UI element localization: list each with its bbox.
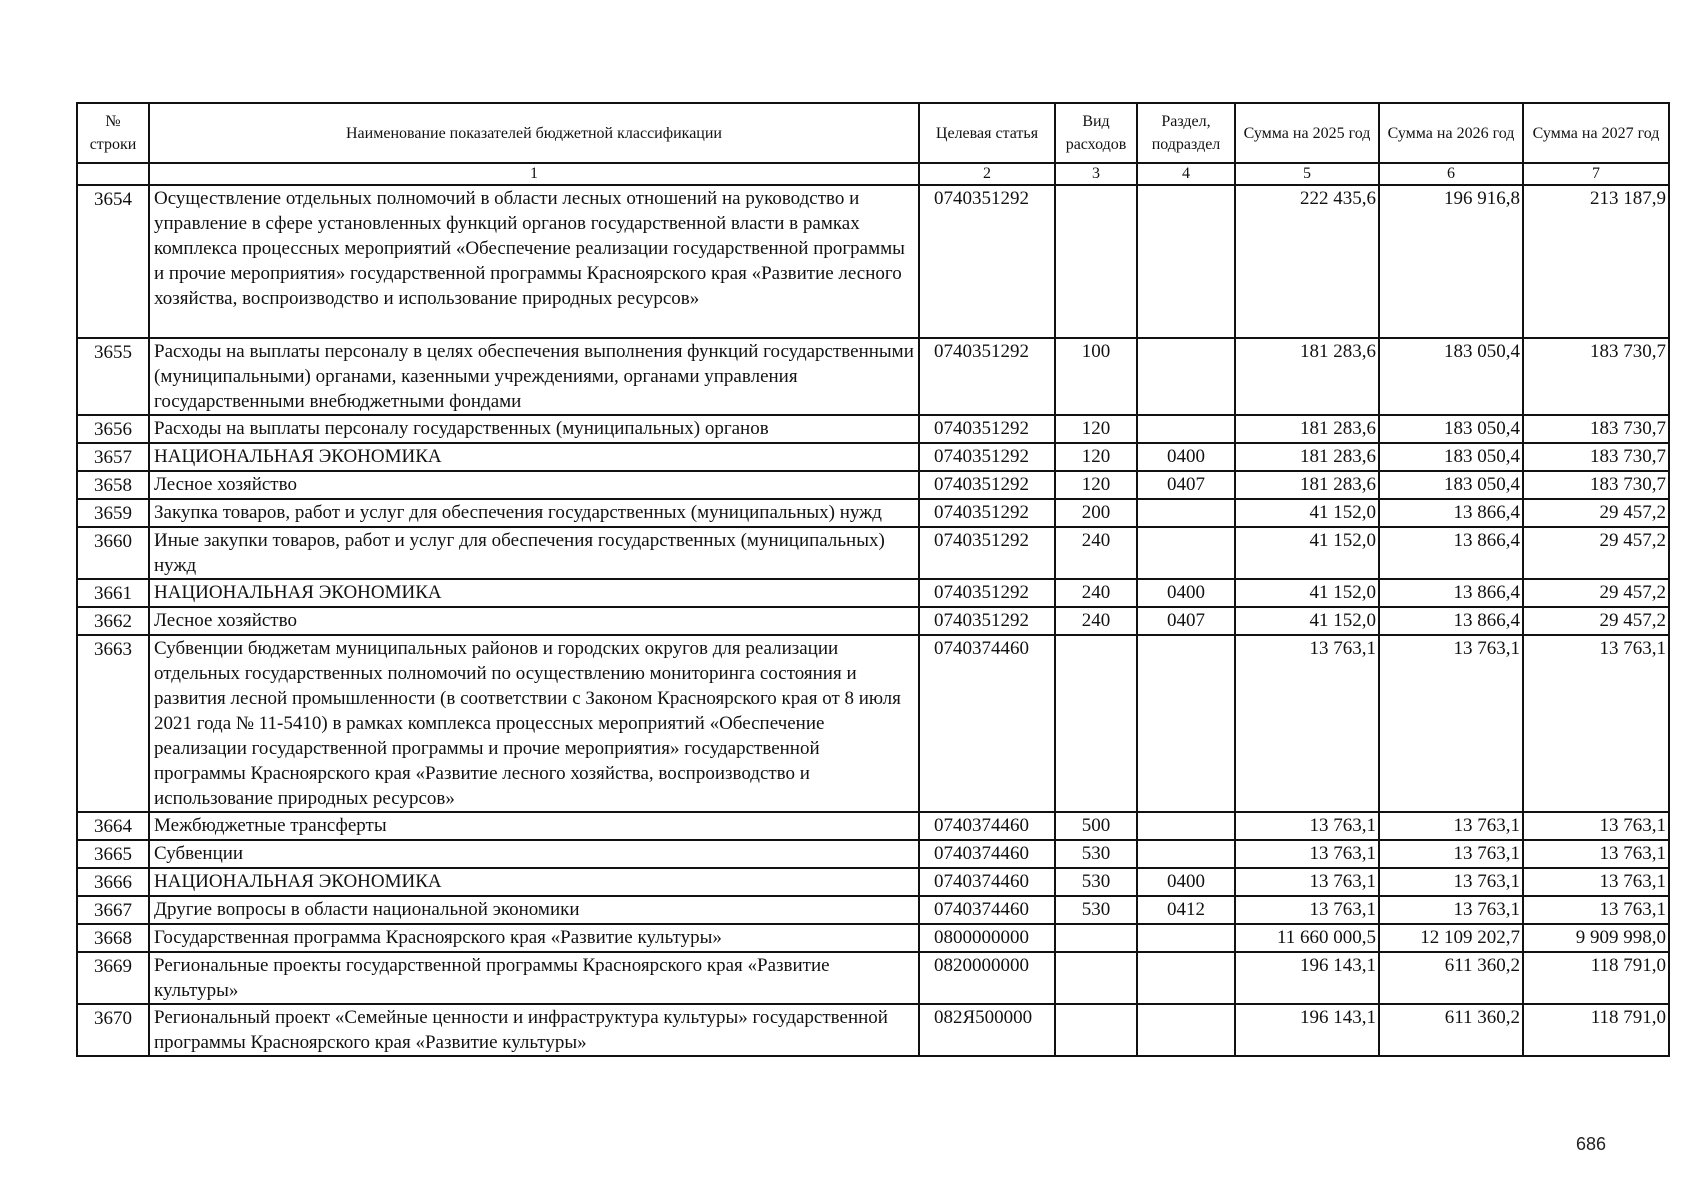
header-colnum-6: 6	[1379, 163, 1523, 185]
header-colnum-4: 4	[1137, 163, 1235, 185]
table-row	[77, 607, 1669, 635]
sum-2026: 196 916,8	[1379, 185, 1523, 338]
expense-kind: 530	[1055, 868, 1137, 896]
sum-2026: 12 109 202,7	[1379, 924, 1523, 952]
table-row	[77, 338, 1669, 415]
sum-2027: 183 730,7	[1523, 415, 1669, 443]
indicator-name: Лесное хозяйство	[149, 607, 919, 635]
table-row	[77, 896, 1669, 924]
sum-2027: 118 791,0	[1523, 1004, 1669, 1056]
target-article: 0740351292	[919, 607, 1055, 635]
section-code: 0400	[1137, 443, 1235, 471]
sum-2026: 13 866,4	[1379, 527, 1523, 579]
expense-kind	[1055, 1004, 1137, 1056]
sum-2027: 13 763,1	[1523, 635, 1669, 812]
row-number: 3665	[77, 840, 149, 868]
indicator-name: НАЦИОНАЛЬНАЯ ЭКОНОМИКА	[149, 868, 919, 896]
header-colnum-1: 1	[149, 163, 919, 185]
indicator-name: Иные закупки товаров, работ и услуг для обеспечения государственных (муниципальных) нужд	[149, 527, 919, 579]
sum-2025: 181 283,6	[1235, 338, 1379, 415]
row-number: 3655	[77, 338, 149, 415]
table-row	[77, 471, 1669, 499]
table-row	[77, 443, 1669, 471]
target-article: 0740351292	[919, 185, 1055, 338]
section-code	[1137, 840, 1235, 868]
row-number: 3668	[77, 924, 149, 952]
target-article: 0740374460	[919, 812, 1055, 840]
header-sum-2025: Сумма на 2025 год	[1235, 103, 1379, 163]
sum-2026: 13 763,1	[1379, 635, 1523, 812]
sum-2027: 29 457,2	[1523, 579, 1669, 607]
table-row	[77, 840, 1669, 868]
expense-kind	[1055, 924, 1137, 952]
sum-2025: 13 763,1	[1235, 812, 1379, 840]
row-number: 3669	[77, 952, 149, 1004]
indicator-name: Субвенции бюджетам муниципальных районов и городских округов для реализации отдельных государственных полномочий по осуществлению мониторинга состояния и развития лесной промышленности (в соответствии с Законом Красноярского края от 8 июля 2021 года № 11-5410) в рамках комплекса процессных мероприятий «Обеспечение реализации государственной программы и прочие мероприятия» государственной программы Красноярского края «Развитие лесного хозяйства, воспроизводство и использование природных ресурсов»	[149, 635, 919, 812]
target-article: 0740351292	[919, 527, 1055, 579]
row-number: 3658	[77, 471, 149, 499]
sum-2026: 183 050,4	[1379, 443, 1523, 471]
row-number: 3654	[77, 185, 149, 338]
sum-2026: 13 866,4	[1379, 607, 1523, 635]
expense-kind: 200	[1055, 499, 1137, 527]
expense-kind: 120	[1055, 443, 1137, 471]
table-row	[77, 952, 1669, 1004]
sum-2027: 118 791,0	[1523, 952, 1669, 1004]
expense-kind: 500	[1055, 812, 1137, 840]
sum-2026: 13 763,1	[1379, 840, 1523, 868]
row-number: 3660	[77, 527, 149, 579]
header-colnum-7: 7	[1523, 163, 1669, 185]
section-code: 0407	[1137, 607, 1235, 635]
row-number: 3657	[77, 443, 149, 471]
sum-2026: 13 763,1	[1379, 812, 1523, 840]
sum-2027: 213 187,9	[1523, 185, 1669, 338]
table-row	[77, 579, 1669, 607]
sum-2026: 183 050,4	[1379, 338, 1523, 415]
section-code: 0412	[1137, 896, 1235, 924]
target-article: 0740374460	[919, 896, 1055, 924]
target-article: 082Я500000	[919, 1004, 1055, 1056]
indicator-name: Региональный проект «Семейные ценности и инфраструктура культуры» государственной программы Красноярского края «Развитие культуры»	[149, 1004, 919, 1056]
budget-table	[76, 102, 1670, 1057]
target-article: 0740351292	[919, 415, 1055, 443]
sum-2025: 41 152,0	[1235, 579, 1379, 607]
section-code	[1137, 1004, 1235, 1056]
sum-2025: 196 143,1	[1235, 1004, 1379, 1056]
sum-2026: 183 050,4	[1379, 415, 1523, 443]
table-row	[77, 415, 1669, 443]
section-code	[1137, 812, 1235, 840]
sum-2026: 13 866,4	[1379, 499, 1523, 527]
sum-2027: 13 763,1	[1523, 812, 1669, 840]
header-sum-2026: Сумма на 2026 год	[1379, 103, 1523, 163]
header-sum-2027: Сумма на 2027 год	[1523, 103, 1669, 163]
sum-2025: 13 763,1	[1235, 868, 1379, 896]
header-colnum-5: 5	[1235, 163, 1379, 185]
expense-kind: 530	[1055, 840, 1137, 868]
sum-2026: 13 866,4	[1379, 579, 1523, 607]
target-article: 0740374460	[919, 635, 1055, 812]
row-number: 3667	[77, 896, 149, 924]
sum-2027: 13 763,1	[1523, 896, 1669, 924]
indicator-name: Региональные проекты государственной программы Красноярского края «Развитие культуры»	[149, 952, 919, 1004]
sum-2025: 181 283,6	[1235, 471, 1379, 499]
sum-2025: 13 763,1	[1235, 840, 1379, 868]
target-article: 0740351292	[919, 499, 1055, 527]
sum-2027: 29 457,2	[1523, 499, 1669, 527]
target-article: 0800000000	[919, 924, 1055, 952]
expense-kind	[1055, 185, 1137, 338]
section-code	[1137, 952, 1235, 1004]
header-colnum-blank	[77, 163, 149, 185]
sum-2025: 13 763,1	[1235, 635, 1379, 812]
expense-kind: 100	[1055, 338, 1137, 415]
row-number: 3664	[77, 812, 149, 840]
sum-2026: 183 050,4	[1379, 471, 1523, 499]
section-code: 0400	[1137, 868, 1235, 896]
sum-2025: 41 152,0	[1235, 499, 1379, 527]
header-colnum-2: 2	[919, 163, 1055, 185]
expense-kind: 120	[1055, 415, 1137, 443]
expense-kind: 240	[1055, 607, 1137, 635]
target-article: 0740351292	[919, 443, 1055, 471]
indicator-name: Расходы на выплаты персоналу в целях обеспечения выполнения функций государственными (муниципальными) органами, казенными учреждениями, органами управления государственными внебюджетными фондами	[149, 338, 919, 415]
section-code	[1137, 338, 1235, 415]
section-code	[1137, 185, 1235, 338]
sum-2027: 183 730,7	[1523, 338, 1669, 415]
page-number: 686	[1576, 1134, 1607, 1154]
sum-2025: 181 283,6	[1235, 415, 1379, 443]
sum-2026: 13 763,1	[1379, 896, 1523, 924]
target-article: 0740351292	[919, 338, 1055, 415]
row-number: 3666	[77, 868, 149, 896]
indicator-name: Закупка товаров, работ и услуг для обеспечения государственных (муниципальных) нужд	[149, 499, 919, 527]
header-expense-kind: Вид расходов	[1055, 103, 1137, 163]
target-article: 0740351292	[919, 471, 1055, 499]
table-row	[77, 868, 1669, 896]
target-article: 0740351292	[919, 579, 1055, 607]
table-row	[77, 499, 1669, 527]
sum-2025: 222 435,6	[1235, 185, 1379, 338]
sum-2027: 13 763,1	[1523, 840, 1669, 868]
indicator-name: Межбюджетные трансферты	[149, 812, 919, 840]
indicator-name: Расходы на выплаты персоналу государственных (муниципальных) органов	[149, 415, 919, 443]
expense-kind: 240	[1055, 579, 1137, 607]
target-article: 0820000000	[919, 952, 1055, 1004]
section-code	[1137, 499, 1235, 527]
sum-2027: 13 763,1	[1523, 868, 1669, 896]
budget-table-sheet	[76, 102, 1664, 1057]
expense-kind: 530	[1055, 896, 1137, 924]
indicator-name: НАЦИОНАЛЬНАЯ ЭКОНОМИКА	[149, 443, 919, 471]
table-row	[77, 812, 1669, 840]
target-article: 0740374460	[919, 840, 1055, 868]
target-article: 0740374460	[919, 868, 1055, 896]
sum-2027: 9 909 998,0	[1523, 924, 1669, 952]
section-code: 0400	[1137, 579, 1235, 607]
row-number: 3670	[77, 1004, 149, 1056]
header-section: Раздел, подраздел	[1137, 103, 1235, 163]
section-code	[1137, 635, 1235, 812]
expense-kind	[1055, 635, 1137, 812]
table-row	[77, 1004, 1669, 1056]
table-row	[77, 635, 1669, 812]
sum-2027: 29 457,2	[1523, 527, 1669, 579]
sum-2025: 196 143,1	[1235, 952, 1379, 1004]
section-code	[1137, 527, 1235, 579]
sum-2027: 183 730,7	[1523, 471, 1669, 499]
indicator-name: Другие вопросы в области национальной экономики	[149, 896, 919, 924]
section-code	[1137, 924, 1235, 952]
indicator-name: Государственная программа Красноярского края «Развитие культуры»	[149, 924, 919, 952]
sum-2026: 13 763,1	[1379, 868, 1523, 896]
sum-2025: 181 283,6	[1235, 443, 1379, 471]
table-header	[77, 103, 1669, 185]
section-code: 0407	[1137, 471, 1235, 499]
expense-kind	[1055, 952, 1137, 1004]
indicator-name: НАЦИОНАЛЬНАЯ ЭКОНОМИКА	[149, 579, 919, 607]
table-body	[77, 185, 1669, 1056]
table-row	[77, 527, 1669, 579]
row-number: 3662	[77, 607, 149, 635]
table-row	[77, 924, 1669, 952]
header-indicator-name: Наименование показателей бюджетной классификации	[149, 103, 919, 163]
sum-2025: 41 152,0	[1235, 527, 1379, 579]
row-number: 3659	[77, 499, 149, 527]
sum-2026: 611 360,2	[1379, 952, 1523, 1004]
sum-2025: 41 152,0	[1235, 607, 1379, 635]
row-number: 3656	[77, 415, 149, 443]
sum-2025: 13 763,1	[1235, 896, 1379, 924]
header-row-number: № строки	[77, 103, 149, 163]
header-target-article: Целевая статья	[919, 103, 1055, 163]
indicator-name: Лесное хозяйство	[149, 471, 919, 499]
row-number: 3663	[77, 635, 149, 812]
sum-2025: 11 660 000,5	[1235, 924, 1379, 952]
sum-2027: 183 730,7	[1523, 443, 1669, 471]
table-row	[77, 185, 1669, 338]
expense-kind: 120	[1055, 471, 1137, 499]
expense-kind: 240	[1055, 527, 1137, 579]
row-number: 3661	[77, 579, 149, 607]
sum-2027: 29 457,2	[1523, 607, 1669, 635]
sum-2026: 611 360,2	[1379, 1004, 1523, 1056]
indicator-name: Субвенции	[149, 840, 919, 868]
section-code	[1137, 415, 1235, 443]
header-colnum-3: 3	[1055, 163, 1137, 185]
indicator-name: Осуществление отдельных полномочий в области лесных отношений на руководство и управление в сфере установленных функций органов государственной власти в рамках комплекса процессных мероприятий «Обеспечение реализации государственной программы и прочие мероприятия» государственной программы Красноярского края «Развитие лесного хозяйства, воспроизводство и использование природных ресурсов»	[149, 185, 919, 338]
